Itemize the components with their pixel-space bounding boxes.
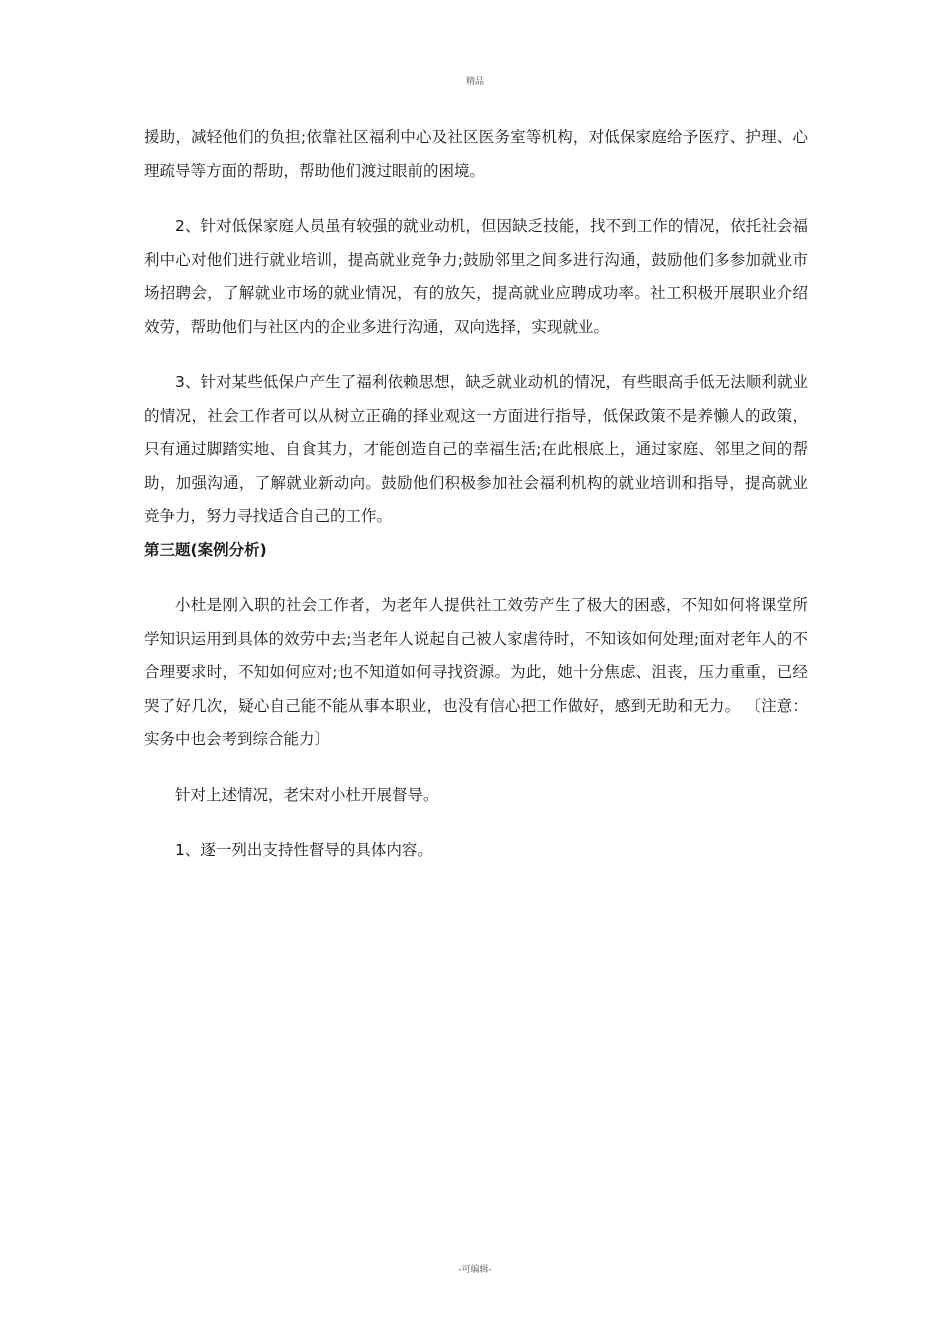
paragraph-point-2: 2、针对低保家庭人员虽有较强的就业动机，但因缺乏技能，找不到工作的情况，依托社会福利中心对他们进行就业培训，提高就业竞争力;鼓励邻里之间多进行沟通，鼓励他们多参加就业市场招聘会，了解就业市场的就业情况，有的放矢，提高就业应聘成功率。社工积极开展职业介绍效劳，帮助他们与社区内的企业多进行沟通，双向选择，实现就业。 [144, 217, 808, 336]
paragraph-supervision-intro: 针对上述情况，老宋对小杜开展督导。 [175, 785, 439, 804]
page-footer: -可编辑- [458, 1265, 492, 1275]
document-body [144, 121, 808, 868]
paragraph-assistance-continued: 援助，减轻他们的负担;依靠社区福利中心及社区医务室等机构，对低保家庭给予医疗、护理、心理疏导等方面的帮助，帮助他们渡过眼前的困境。 [144, 128, 808, 180]
section-heading: 第三题(案例分析) [144, 540, 267, 559]
paragraph-case-description: 小杜是刚入职的社会工作者，为老年人提供社工效劳产生了极大的困惑，不知如何将课堂所学知识运用到具体的效劳中去;当老年人说起自己被人家虐待时，不知该如何处理;面对老年人的不合理要求时，不知如何应对;也不知道如何寻找资源。为此，她十分焦虑、沮丧，压力重重，已经哭了好几次，疑心自己能不能从事本职业，也没有信心把工作做好，感到无助和无力。 〔注意：实务中也会考到综合能力〕 [144, 596, 808, 748]
page-header: 精品 [465, 77, 484, 87]
paragraph-question-1: 1、逐一列出支持性督导的具体内容。 [175, 841, 433, 859]
paragraph-point-3: 3、针对某些低保户产生了福利依赖思想，缺乏就业动机的情况，有些眼高手低无法顺利就业的情况，社会工作者可以从树立正确的择业观这一方面进行指导，低保政策不是养懒人的政策，只有通过脚踏实地、自食其力，才能创造自己的幸福生活;在此根底上，通过家庭、邻里之间的帮助，加强沟通，了解就业新动向。鼓励他们积极参加社会福利机构的就业培训和指导，提高就业竞争力，努力寻找适合自己的工作。 [144, 373, 808, 525]
